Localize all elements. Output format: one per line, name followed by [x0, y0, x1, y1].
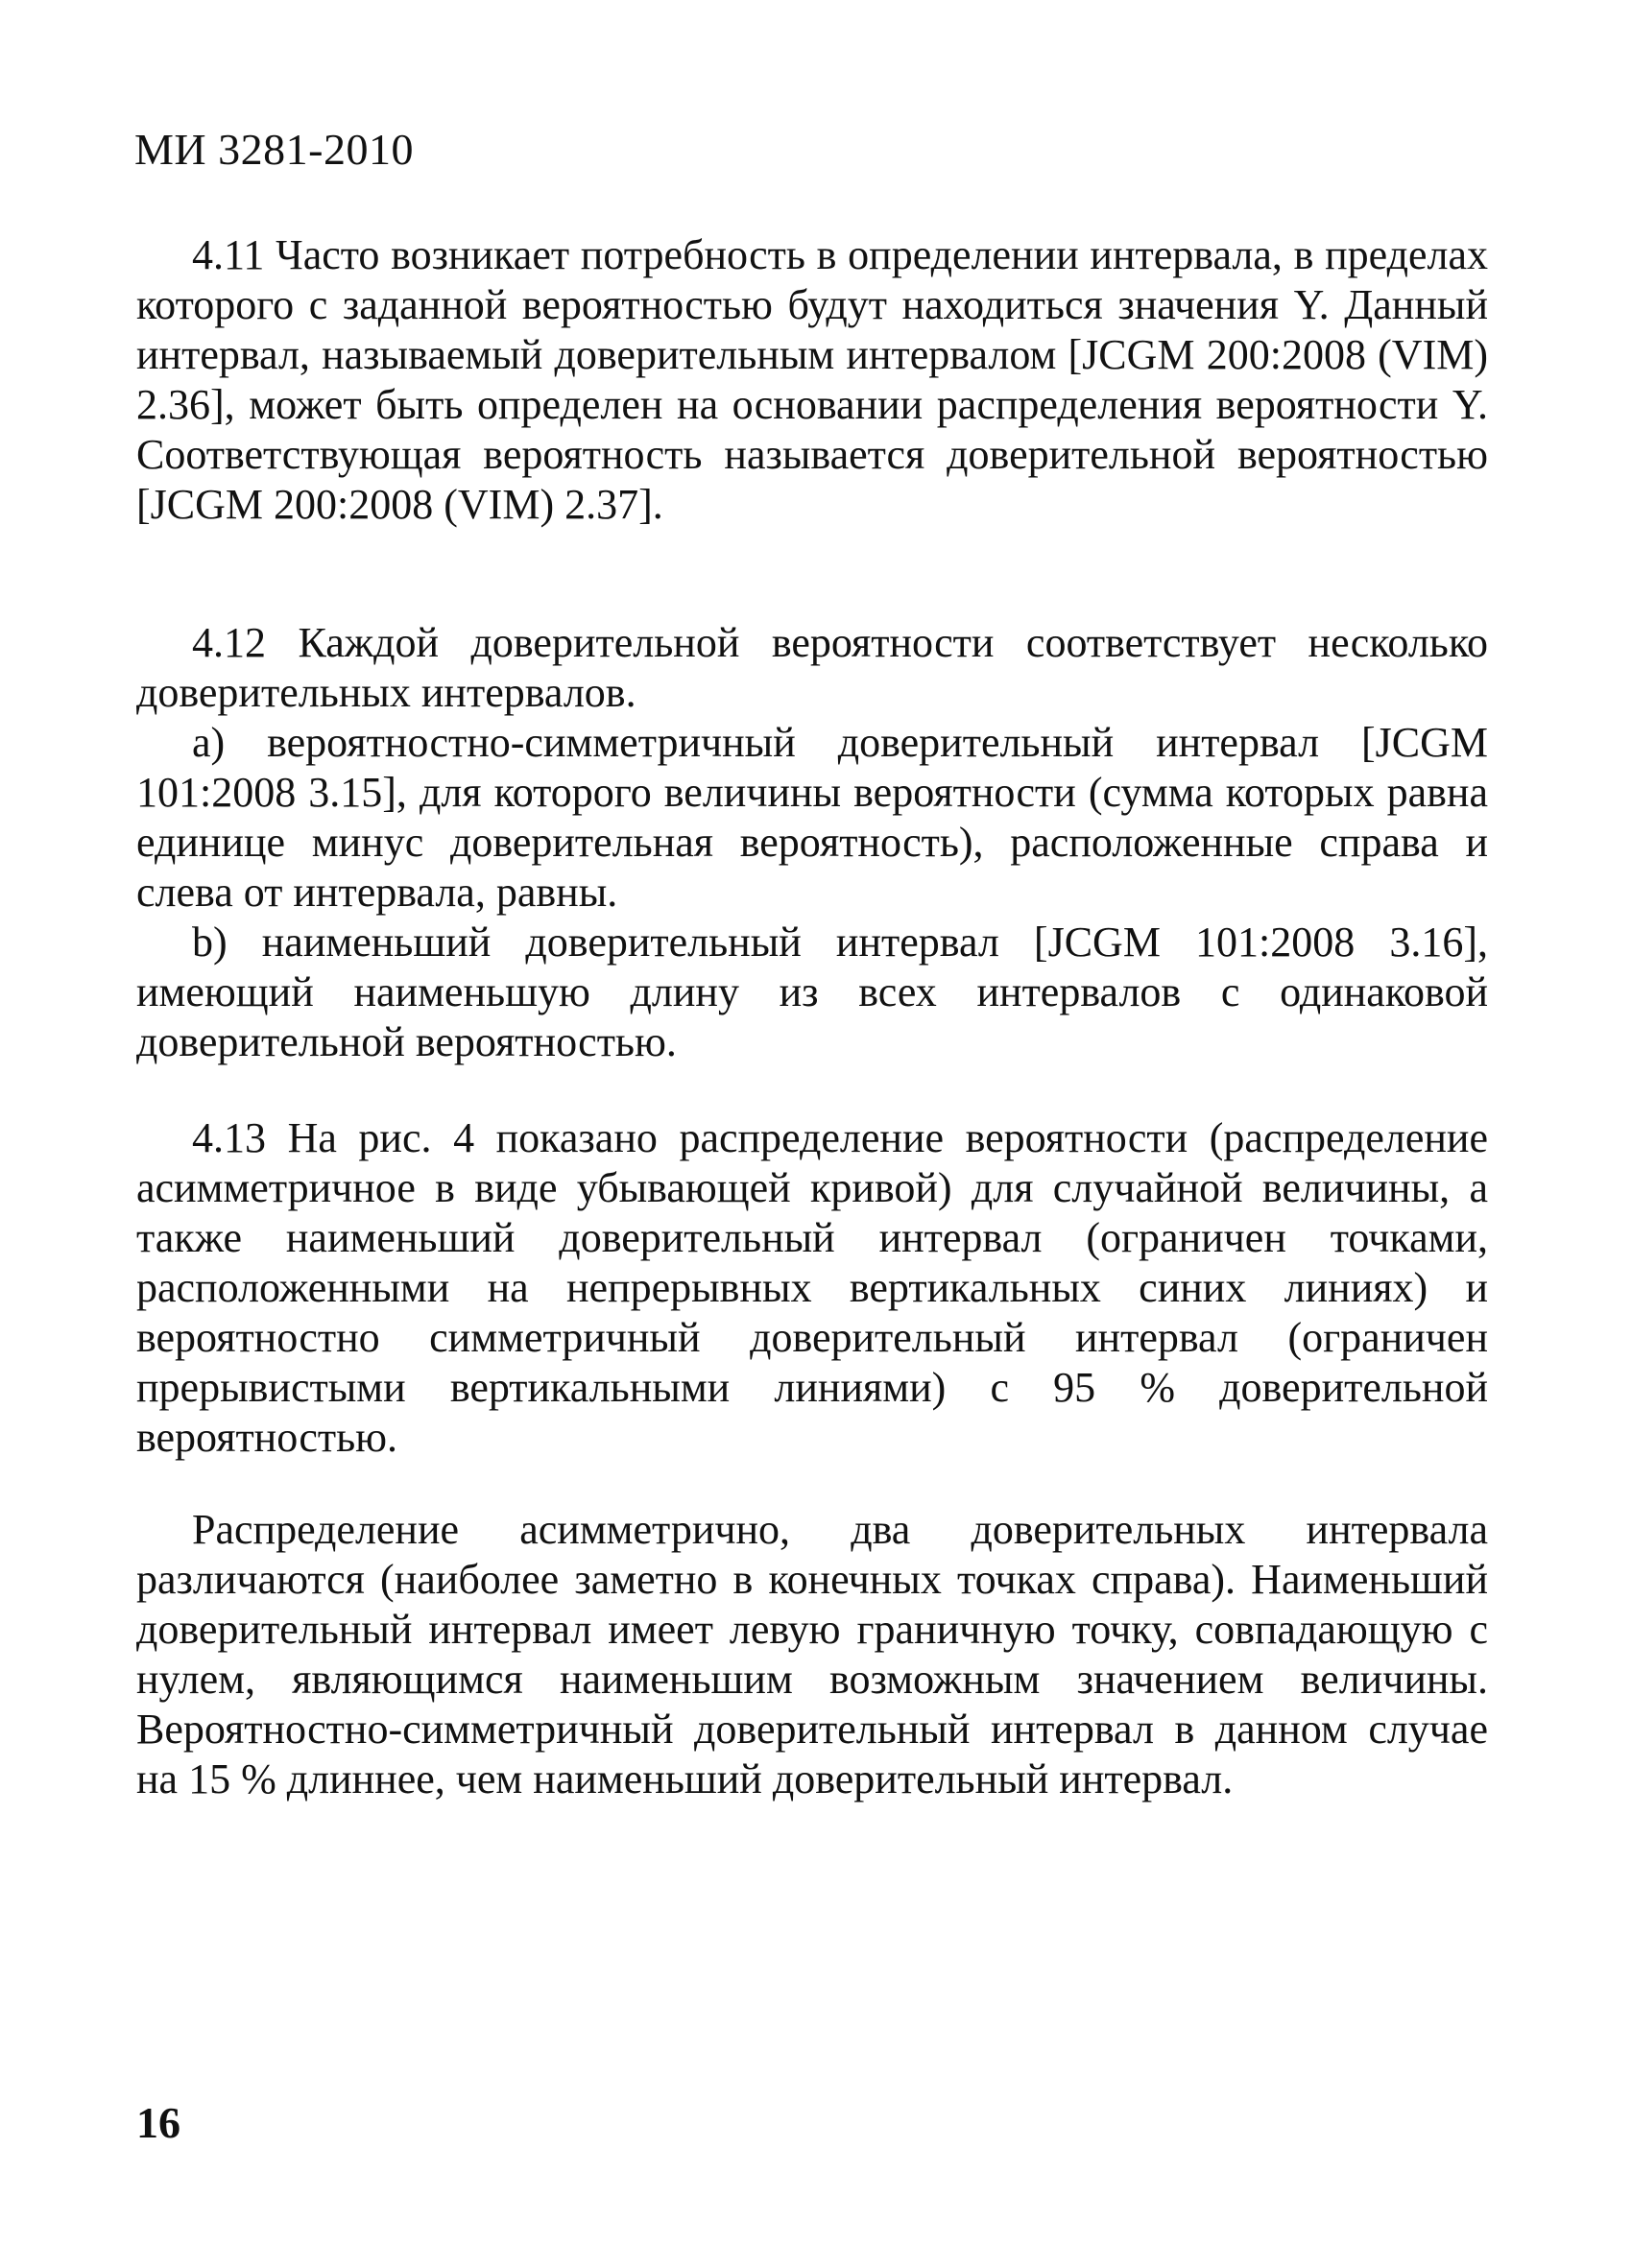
- section-4-12: [136, 618, 1488, 1067]
- section-4-11: [136, 230, 1488, 530]
- paragraph-4-13: 4.13 На рис. 4 показано распределение вероятности (распределение асимметричное в виде убывающей кривой) для случайной величины, а также наименьший доверительный интервал (ограничен точками, расположенными на непрерывных вертикальных синих линиях) и вероятностно симметричный доверительный интервал (ограничен прерывистыми вертикальными линиями) с 95 % доверительной вероятностью.: [136, 1114, 1488, 1461]
- document-code: МИ 3281-2010: [134, 125, 414, 174]
- paragraph-4-12-b: b) наименьший доверительный интервал [JCGM 101:2008 3.16], имеющий наименьшую длину из всех интервалов с одинаковой доверительной вероятностью.: [136, 919, 1488, 1065]
- section-4-13: [136, 1113, 1488, 1463]
- paragraph-distribution: Распределение асимметрично, два доверительных интервала различаются (наиболее заметно в конечных точках справа). Наименьший доверительный интервал имеет левую граничную точку, совпадающую с нулем, являющимся наименьшим возможным значением величины. Вероятностно-симметричный доверительный интервал в данном случае на 15 % длиннее, чем наименьший доверительный интервал.: [136, 1506, 1488, 1802]
- page-number: 16: [136, 2098, 180, 2147]
- paragraph-4-12: 4.12 Каждой доверительной вероятности соответствует несколько доверительных интервалов.: [136, 619, 1488, 716]
- paragraph-4-12-a: а) вероятностно-симметричный доверительный интервал [JCGM 101:2008 3.15], для которого величины вероятности (сумма которых равна единице минус доверительная вероятность), расположенные справа и слева от интервала, равны.: [136, 719, 1488, 916]
- section-distribution-note: [136, 1505, 1488, 1804]
- paragraph-4-11: 4.11 Часто возникает потребность в определении интервала, в пределах которого с заданной вероятностью будут находиться значения Y. Данный интервал, называемый доверительным интервалом [JCGM 200:2008 (VIM) 2.36], может быть определен на основании распределения вероятности Y. Соответствующая вероятность называется доверительной вероятностью [JCGM 200:2008 (VIM) 2.37].: [136, 231, 1488, 528]
